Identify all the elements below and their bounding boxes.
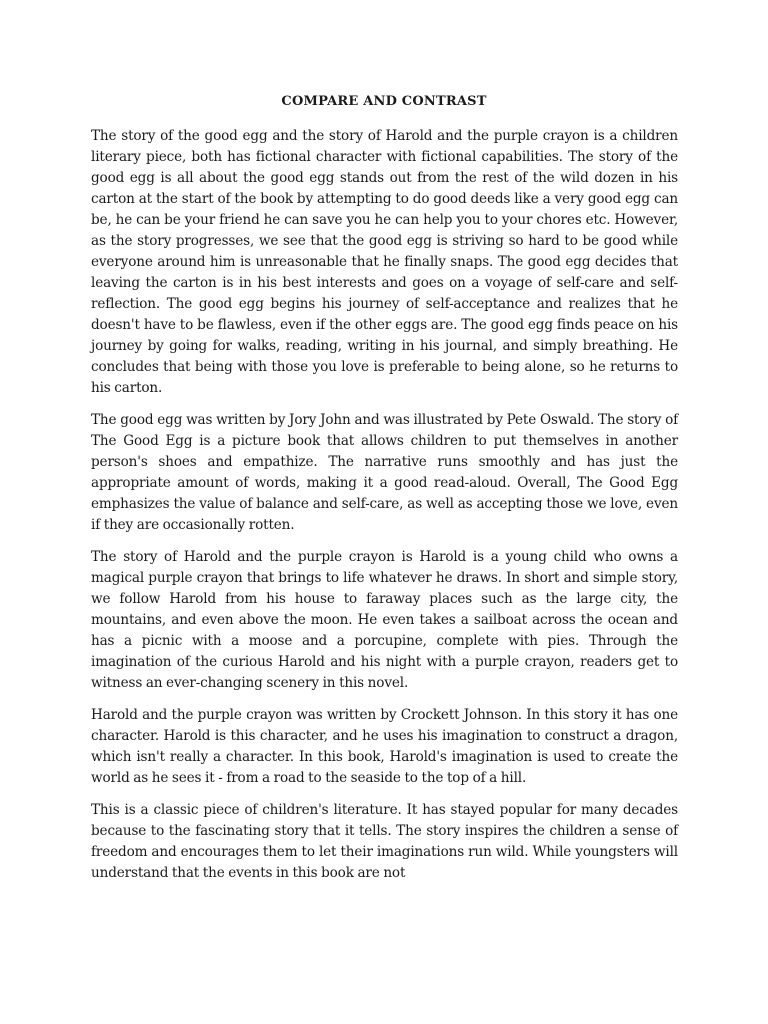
page-title: COMPARE AND CONTRAST <box>281 94 487 109</box>
paragraph-5: This is a classic piece of children's literature. It has stayed popular for many decades because to the fascinating story that it tells. The story inspires the children a sense of freedom and encourages them to let their imaginations run wild. While youngsters will understand that the events in this book are not <box>91 802 678 881</box>
document-body <box>91 126 678 895</box>
paragraph-3: The story of Harold and the purple crayon is Harold is a young child who owns a magical purple crayon that brings to life whatever he draws. In short and simple story, we follow Harold from his house to faraway places such as the large city, the mountains, and even above the moon. He even takes a sailboat across the ocean and has a picnic with a moose and a porcupine, complete with pies. Through the imagination of the curious Harold and his night with a purple crayon, readers get to witness an ever-changing scenery in this novel. <box>91 549 678 691</box>
paragraph-4: Harold and the purple crayon was written by Crockett Johnson. In this story it has one character. Harold is this character, and he uses his imagination to construct a dragon, which isn't really a character. In this book, Harold's imagination is used to create the world as he sees it - from a road to the seaside to the top of a hill. <box>91 707 678 786</box>
paragraph-1: The story of the good egg and the story of Harold and the purple crayon is a children literary piece, both has fictional character with fictional capabilities. The story of the good egg is all about the good egg stands out from the rest of the wild dozen in his carton at the start of the book by attempting to do good deeds like a very good egg can be, he can be your friend he can save you he can help you to your chores etc. However, as the story progresses, we see that the good egg is striving so hard to be good while everyone around him is unreasonable that he finally snaps. The good egg decides that leaving the carton is in his best interests and goes on a voyage of self-care and self-reflection. The good egg begins his journey of self-acceptance and realizes that he doesn't have to be flawless, even if the other eggs are. The good egg finds peace on his journey by going for walks, reading, writing in his journal, and simply breathing. He concludes that being with those you love is preferable to being alone, so he returns to his carton. <box>91 128 678 396</box>
paragraph-2: The good egg was written by Jory John and was illustrated by Pete Oswald. The story of The Good Egg is a picture book that allows children to put themselves in another person's shoes and empathize. The narrative runs smoothly and has just the appropriate amount of words, making it a good read-aloud. Overall, The Good Egg emphasizes the value of balance and self-care, as well as accepting those we love, even if they are occasionally rotten. <box>91 412 678 533</box>
